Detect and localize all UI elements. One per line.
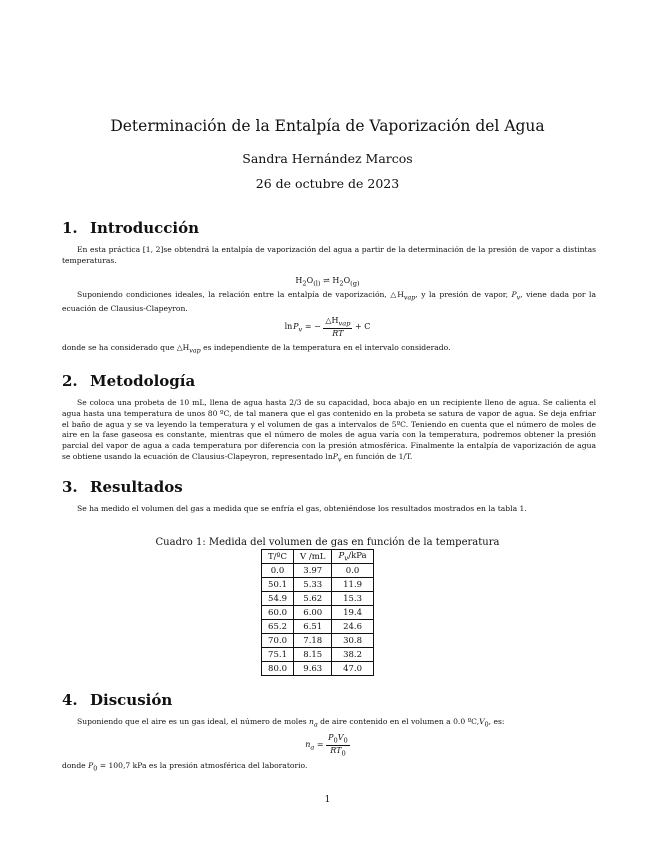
paper-date: 26 de octubre de 2023 xyxy=(255,176,400,191)
intro-paragraph-1: En esta práctica [1, 2]se obtendrá la entalpía de vaporización del agua a partir de la determinación de la presión de vapor a distintas temperaturas. xyxy=(62,245,596,265)
table-cell-p: 19.4 xyxy=(332,606,373,620)
table-header-row xyxy=(262,550,374,564)
eq-h: H xyxy=(295,276,303,285)
table-cell-p: 15.3 xyxy=(332,592,373,606)
intro-paragraph-3 xyxy=(62,343,596,357)
text-run: donde xyxy=(62,761,86,770)
math-p: P xyxy=(88,761,94,770)
table-cell-v: 6.51 xyxy=(294,620,332,634)
text-run: , es: xyxy=(488,717,505,726)
table-row xyxy=(262,592,374,606)
math-p: P xyxy=(511,290,517,299)
math-n: n xyxy=(309,717,314,726)
equilibrium-arrow: ⇌ xyxy=(323,276,330,285)
equation-phase-change xyxy=(0,276,655,288)
table-cell-p: 47.0 xyxy=(332,662,373,676)
section-title: Discusión xyxy=(90,691,173,709)
table-row xyxy=(262,578,374,592)
text-run: es independiente de la temperatura en el intervalo considerado. xyxy=(203,343,451,352)
table-cell-t: 80.0 xyxy=(262,662,294,676)
math-delta-h: △H xyxy=(325,316,339,325)
equation-clausius-clapeyron xyxy=(0,316,655,338)
discussion-paragraph-2 xyxy=(62,761,596,775)
math-sub: v xyxy=(344,553,349,563)
math-sub: v xyxy=(298,325,303,334)
table-row xyxy=(262,648,374,662)
math-delta-h: △H xyxy=(176,343,190,352)
math-sub: vap xyxy=(338,319,351,328)
math-ln: ln xyxy=(284,321,293,331)
text-run: Suponiendo que el aire es un gas ideal, el número de moles xyxy=(77,717,307,726)
fraction xyxy=(326,733,350,757)
section-heading-resultados xyxy=(62,478,183,496)
text-run: Suponiendo condiciones ideales, la relación entre la entalpía de vaporización, xyxy=(77,290,387,299)
text-run: Se coloca una probeta de 10 mL, llena de agua hasta 2/3 de su capacidad, boca abajo en un recipiente lleno de agua. Se calienta el agua hasta una temperatura de unos 80 ºC, de tal manera que el gas contenido en la probeta se satura de vapor de agua. Se deja enfriar el baño de agua y se va leyendo la temperatura y el volumen de gas a intervalos de 5ºC. Teniendo en cuenta que el número de moles de aire en la fase gaseosa es constante, mientras que el número de moles de agua varía con la temperatura, podremos obtener la presión parcial del vapor de agua a cada temperatura por diferencia con la presión atmosférica. Finalmente la entalpía de vaporización de agua se obtiene usando la ecuación de Clausius-Clapeyron, representado xyxy=(62,398,596,461)
table-row xyxy=(262,620,374,634)
math-sub: a xyxy=(313,721,318,729)
math-p: P xyxy=(328,733,334,742)
table-cell-p: 11.9 xyxy=(332,578,373,592)
section-number: 4. xyxy=(62,691,78,709)
fraction-numerator xyxy=(323,316,352,329)
math-sub: 0 xyxy=(93,765,98,773)
text-run: , y la presión de vapor, xyxy=(415,290,509,299)
math-sub: 0 xyxy=(484,721,489,729)
math-v: V xyxy=(337,733,344,742)
text-run: donde se ha considerado que xyxy=(62,343,175,352)
math-sub: v xyxy=(516,294,521,302)
math-rt: RT xyxy=(332,328,344,338)
section-title: Resultados xyxy=(90,478,183,496)
table-row xyxy=(262,606,374,620)
eq-h: H xyxy=(332,276,340,285)
unit: /kPa xyxy=(348,550,367,561)
table-row xyxy=(262,564,374,578)
table-body xyxy=(262,564,374,676)
table-row xyxy=(262,634,374,648)
section-title: Introducción xyxy=(90,219,200,237)
eq-sub: 2 xyxy=(302,279,307,288)
table-cell-t: 60.0 xyxy=(262,606,294,620)
section-number: 1. xyxy=(62,219,78,237)
table-row xyxy=(262,662,374,676)
header-temperature: T/ºC xyxy=(262,550,294,564)
math-p: P xyxy=(338,550,345,561)
math-p: P xyxy=(332,451,338,461)
intro-paragraph-2 xyxy=(62,290,596,315)
fraction-denominator xyxy=(326,746,350,758)
text-run: de aire contenido en el volumen a 0.0 ºC, xyxy=(320,717,480,726)
table-cell-p: 0.0 xyxy=(332,564,373,578)
math-p: P xyxy=(293,321,299,331)
author-name: Sandra Hernández Marcos xyxy=(242,151,413,166)
section-heading-introduccion xyxy=(62,219,199,237)
section-title: Metodología xyxy=(90,372,196,390)
table-cell-v: 6.00 xyxy=(294,606,332,620)
fraction-numerator xyxy=(326,733,350,746)
table-cell-v: 3.97 xyxy=(294,564,332,578)
text-run: en función de 1/T. xyxy=(343,451,413,461)
table-cell-t: 70.0 xyxy=(262,634,294,648)
table-cell-p: 30.8 xyxy=(332,634,373,648)
text-run: = 100,7 kPa es la presión atmosférica del laboratorio. xyxy=(99,761,308,770)
eq-sub: 2 xyxy=(339,279,344,288)
math-ln: ln xyxy=(325,451,333,461)
table-cell-v: 7.18 xyxy=(294,634,332,648)
method-paragraph xyxy=(62,398,596,466)
table-cell-v: 5.62 xyxy=(294,592,332,606)
section-number: 2. xyxy=(62,372,78,390)
eq-o: O xyxy=(306,276,314,285)
results-paragraph: Se ha medido el volumen del gas a medida que se enfría el gas, obteniéndose los resultados mostrados en la tabla 1. xyxy=(77,504,527,513)
fraction-denominator xyxy=(323,329,352,338)
eq-sub: (g) xyxy=(350,279,360,288)
table-cell-p: 24.6 xyxy=(332,620,373,634)
section-heading-metodologia xyxy=(62,372,195,390)
table-cell-t: 75.1 xyxy=(262,648,294,662)
math-delta-h: △H xyxy=(390,290,404,299)
table-cell-t: 0.0 xyxy=(262,564,294,578)
text-run: , viene dada por la ecuación de Clausius-Clapeyron. xyxy=(62,290,596,314)
math-sub: 0 xyxy=(341,749,346,758)
equation-ideal-gas xyxy=(0,733,655,757)
math-sub: vap xyxy=(403,294,416,302)
eq-o: O xyxy=(343,276,351,285)
section-number: 3. xyxy=(62,478,78,496)
section-heading-discusion xyxy=(62,691,172,709)
results-table xyxy=(261,549,374,676)
math-rt: RT xyxy=(330,745,342,755)
discussion-paragraph-1 xyxy=(62,717,596,731)
table-cell-p: 38.2 xyxy=(332,648,373,662)
math-sub: 0 xyxy=(343,736,348,745)
math-sub: vap xyxy=(189,347,201,355)
fraction xyxy=(323,316,352,338)
table-cell-t: 54.9 xyxy=(262,592,294,606)
math-const: + C xyxy=(355,321,371,331)
math-sub: 0 xyxy=(333,736,338,745)
math-v: V xyxy=(479,717,485,726)
table-cell-t: 50.1 xyxy=(262,578,294,592)
paper-title: Determinación de la Entalpía de Vaporización del Agua xyxy=(110,117,545,135)
table-cell-v: 9.63 xyxy=(294,662,332,676)
math-sub: v xyxy=(337,456,342,464)
header-volume: V /mL xyxy=(294,550,332,564)
table-cell-v: 5.33 xyxy=(294,578,332,592)
math-op: = xyxy=(316,740,324,750)
math-op: = − xyxy=(304,321,321,331)
header-pressure xyxy=(332,550,373,564)
math-sub: a xyxy=(310,743,315,752)
table-cell-v: 8.15 xyxy=(294,648,332,662)
table-caption: Cuadro 1: Medida del volumen de gas en función de la temperatura xyxy=(155,537,500,548)
table-cell-t: 65.2 xyxy=(262,620,294,634)
eq-sub: (l) xyxy=(313,279,321,288)
page-number: 1 xyxy=(324,795,331,805)
math-n: n xyxy=(305,740,311,750)
